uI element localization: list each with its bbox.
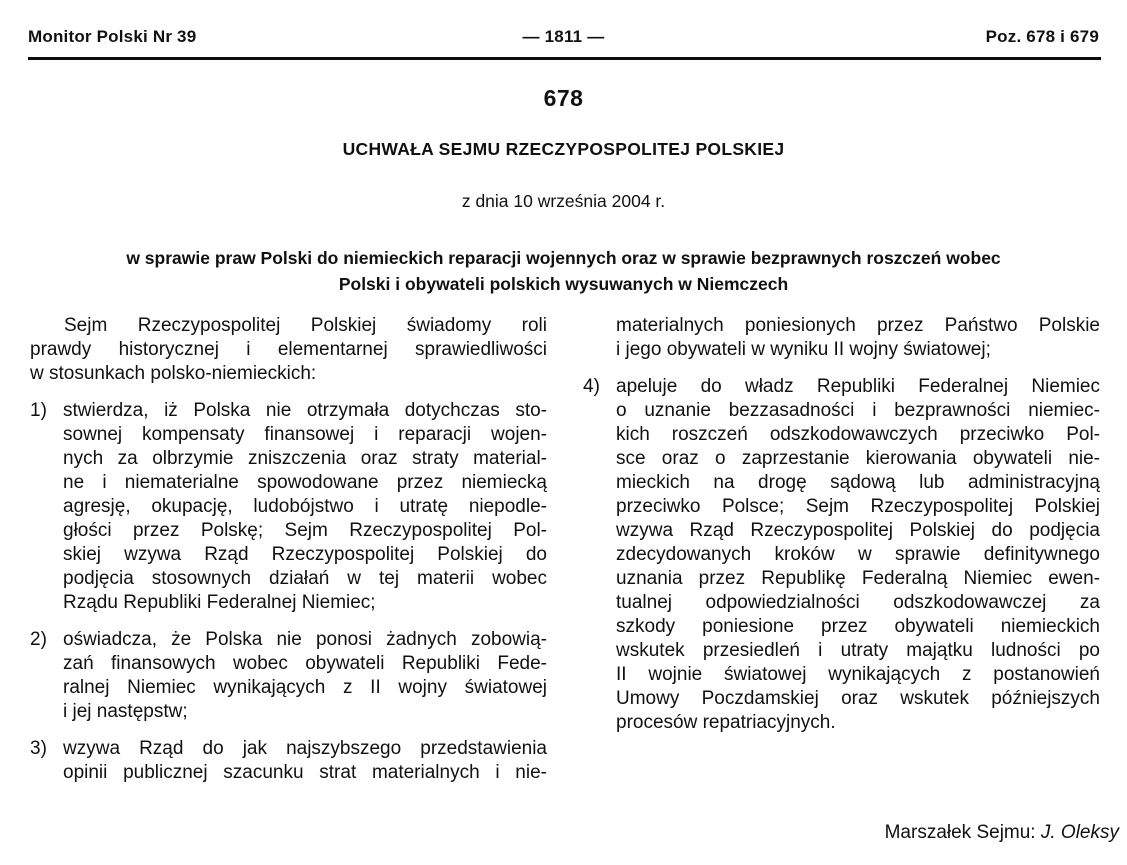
text-line: przeciwko Polsce; Sejm Rzeczypospolitej Polskiej: [616, 496, 1100, 517]
text-line: agresję, okupację, ludobójstwo i utratę niepodle-: [63, 496, 547, 517]
header-rule: [28, 57, 1101, 60]
act-date: z dnia 10 września 2004 r.: [461, 191, 666, 211]
journal-title: Monitor Polski Nr 39: [28, 27, 197, 46]
position-number: Poz. 678 i 679: [985, 27, 1099, 46]
intro-paragraph: [30, 314, 547, 386]
text-line: wskutek przesiedleń i utraty majątku ludności po: [616, 640, 1100, 661]
signature-label: Marszałek Sejmu:: [884, 822, 1041, 843]
text-line: i jego obywateli w wyniku II wojny światowej;: [616, 339, 991, 360]
text-line: głości przez Polskę; Sejm Rzeczypospolitej Pol-: [63, 520, 547, 541]
text-line: mieckich na drogę sądową lub administracyjną: [616, 472, 1100, 493]
left-column: [30, 314, 547, 785]
text-line: kich roszczeń odszkodowawczych przeciwko Pol-: [616, 424, 1100, 445]
list-item-1: [30, 399, 547, 615]
text-line: opinii publicznej szacunku strat materialnych i nie-: [63, 762, 547, 783]
item-marker: 1): [30, 400, 47, 421]
paragraph-lines: [583, 314, 1100, 362]
text-line: zań finansowych wobec obywateli Republiki Fede-: [63, 653, 547, 674]
item-marker: 4): [583, 376, 600, 397]
list-item-4: [583, 375, 1100, 735]
paragraph-lines: [30, 314, 547, 386]
text-line: sownej kompensaty finansowej i reparacji wojen-: [63, 424, 547, 445]
paragraph-lines: [63, 737, 547, 785]
text-line: prawdy historycznej i elementarnej sprawiedliwości: [30, 339, 547, 360]
text-line: tualnej odpowiedzialności odszkodowawczej za: [616, 592, 1100, 613]
text-line: procesów repatriacyjnych.: [616, 712, 836, 733]
text-line: skiej wzywa Rząd Rzeczypospolitej Polskiej do: [63, 544, 547, 565]
signature-name: J. Oleksy: [1040, 822, 1119, 843]
text-line: szkody poniesione przez obywateli niemieckich: [616, 616, 1100, 637]
text-line: w stosunkach polsko-niemieckich:: [30, 363, 317, 384]
act-title: UCHWAŁA SEJMU RZECZYPOSPOLITEJ POLSKIEJ: [342, 139, 785, 159]
paragraph-lines: [616, 375, 1100, 735]
text-line: o uznanie bezzasadności i bezprawności niemiec-: [616, 400, 1100, 421]
list-item-3: [30, 737, 547, 785]
text-line: zdecydowanych kroków w sprawie definitywnego: [616, 544, 1100, 565]
text-line: stwierdza, iż Polska nie otrzymała dotychczas sto-: [63, 400, 547, 421]
right-column: [583, 314, 1100, 785]
list-item-2: [30, 628, 547, 724]
paragraph-lines: [63, 628, 547, 724]
act-number: 678: [543, 85, 584, 111]
text-line: materialnych poniesionych przez Państwo Polskie: [616, 315, 1100, 336]
text-line: wzywa Rząd do jak najszybszego przedstawienia: [63, 738, 547, 759]
text-line: i jej następstw;: [63, 701, 188, 722]
text-line: oświadcza, że Polska nie ponosi żadnych zobowią-: [63, 629, 547, 650]
text-line: ralnej Niemiec wynikających z II wojny światowej: [63, 677, 547, 698]
text-line: Sejm Rzeczypospolitej Polskiej świadomy roli: [64, 315, 547, 336]
text-line: sce oraz o zaprzestanie kierowania obywateli nie-: [616, 448, 1100, 469]
page-number: — 1811 —: [522, 27, 605, 46]
item-marker: 3): [30, 738, 47, 759]
signature-line: [0, 822, 1127, 844]
continuation-paragraph: [583, 314, 1100, 362]
text-line: Rządu Republiki Federalnej Niemiec;: [63, 592, 376, 613]
text-line: apeluje do władz Republiki Federalnej Niemiec: [616, 376, 1100, 397]
act-subject: [0, 245, 1127, 297]
text-line: Umowy Poczdamskiej oraz wskutek późniejszych: [616, 688, 1100, 709]
item-marker: 2): [30, 629, 47, 650]
paragraph-lines: [63, 399, 547, 615]
running-head: [0, 0, 1127, 47]
act-subject-line: Polski i obywateli polskich wysuwanych w Niemczech: [338, 274, 789, 294]
document-body: [30, 314, 1100, 785]
act-subject-line: w sprawie praw Polski do niemieckich reparacji wojennych oraz w sprawie bezprawnych roszczeń wobec: [126, 248, 1001, 268]
text-line: nych za olbrzymie zniszczenia oraz straty material-: [63, 448, 547, 469]
text-line: II wojnie światowej wynikających z postanowień: [616, 664, 1100, 685]
text-line: podjęcia stosownych działań w tej materii wobec: [63, 568, 547, 589]
text-line: wzywa Rząd Rzeczypospolitej Polskiej do podjęcia: [616, 520, 1100, 541]
text-line: uznania przez Republikę Federalną Niemiec ewen-: [616, 568, 1100, 589]
text-line: ne i niematerialne spowodowane przez niemiecką: [63, 472, 547, 493]
